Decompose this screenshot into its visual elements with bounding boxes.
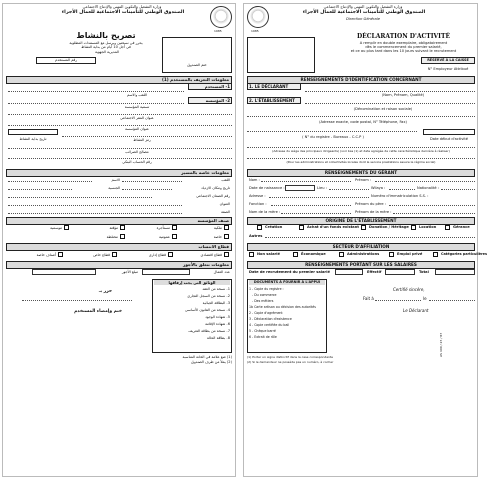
right-origin-cb-3[interactable] (361, 225, 366, 230)
left-s3-cb-4[interactable] (64, 225, 69, 230)
right-opt-declarant-label: 1. LE DÉCLARANT (249, 84, 289, 89)
right-le-label: le (423, 296, 427, 301)
left-s2-address-line[interactable] (8, 205, 182, 206)
right-g-naissance: Date de naissance : (249, 186, 285, 190)
right-doc-5: 2 - Copie d'agrément (249, 311, 283, 315)
left-section-establishment-type: صنف المؤسسة (6, 217, 232, 225)
right-sector-cb-3[interactable] (339, 252, 344, 257)
right-g-naissance-box[interactable] (285, 185, 315, 191)
right-documents-title: DOCUMENTS À FOURNIR À L'APPUI (249, 280, 325, 285)
left-signature-label: ختم وإمضاء المستخدم (74, 309, 122, 314)
left-s1-field-2: تسمية المؤسسة (124, 105, 150, 109)
right-s1-adresse: (Adresse exacte, code postal, N° Téléphone, Fax) (319, 120, 407, 124)
left-s3-cb-1[interactable] (224, 225, 229, 230)
left-s2-birth-line[interactable] (122, 189, 172, 190)
right-g-prenom: Prénom : (355, 178, 372, 182)
right-sal-effectif-box[interactable] (385, 269, 415, 275)
right-g-pere: Prénom du père : (355, 202, 386, 206)
right-sector-opt-5: Catégories particulières (441, 252, 487, 256)
left-s3-cb-6[interactable] (172, 234, 177, 239)
right-sector-cb-5[interactable] (433, 252, 438, 257)
right-activity-date-box[interactable] (423, 129, 475, 135)
right-sector-cb-1[interactable] (249, 252, 254, 257)
right-section-identification: RENSEIGNEMENTS D'IDENTIFICATION CONCERNANT (247, 76, 475, 84)
left-s1-line-1[interactable] (8, 91, 184, 92)
right-sector-cb-2[interactable] (293, 252, 298, 257)
left-doc-6: 6- شهادة الإقامة (205, 322, 230, 326)
left-note-1: (1) ضع علامة في الخانة المناسبة (182, 355, 232, 359)
right-s1-line-1[interactable] (305, 91, 475, 92)
right-doc-1: 1 - Copie du registre : (249, 287, 284, 291)
left-s1-line-3[interactable] (8, 114, 232, 115)
left-s1-line-6[interactable] (8, 148, 232, 149)
right-g-wilaya-line[interactable] (389, 189, 415, 190)
left-activity-date-label: تاريخ بداية النشاط (19, 137, 47, 141)
left-doc-3: 3- البطاقة الجبائية (202, 301, 230, 305)
left-s2-ssn-line[interactable] (8, 197, 152, 198)
right-note-1: (1) Porter un signe distinctif dans la case correspondante (247, 355, 334, 359)
right-s1-line-2[interactable] (305, 103, 475, 104)
right-logo-year: 1985 (251, 29, 259, 33)
right-g-pere-line[interactable] (389, 205, 475, 206)
right-sector-opt-2: Économique (301, 252, 326, 256)
left-note-2: (2) يملأ من طرف الصندوق (191, 360, 232, 364)
left-employer-no-label: رقم المستخدم (55, 58, 77, 62)
left-s2-quality-line[interactable] (8, 213, 182, 214)
left-s3-opt-6: عمومية (158, 235, 170, 239)
left-section-salaries: معلومات تتعلق بالأجور (6, 261, 232, 269)
right-cert-label: Certifié sincère, (393, 287, 425, 292)
left-header-ministry: وزارة التشغيل والتكوين المهني والإدماج الاجتماعي (82, 4, 162, 9)
right-sal-total-box[interactable] (435, 269, 475, 275)
right-doc-7: 4 - Copie certifiée du bail (249, 323, 290, 327)
left-s2-first-name: الاسم (111, 178, 120, 182)
right-section-salaries: RENSEIGNEMENTS PORTANT SUR LES SALAIRES (247, 261, 475, 269)
right-subtitle-2: dès le commencement du premier salarié, (365, 45, 442, 49)
right-fait-label: Fait à (363, 296, 374, 301)
right-reserved-label: RÉSERVÉ À LA CAISSE (427, 58, 469, 62)
left-stamp-label: ختم الصندوق (187, 63, 207, 67)
right-g-fonction-line[interactable] (271, 205, 351, 206)
right-g-mere-nom: Nom de la mère : (249, 210, 281, 214)
right-s1-raison: (Dénomination et raison sociale) (353, 107, 413, 111)
right-origin-opt-1: Création (265, 225, 283, 229)
left-subtitle-2: في أجل 10 أيام من بداية النشاط (81, 45, 131, 49)
right-origin-opt-5: Gérance (453, 225, 470, 229)
left-s3-opt-1: ملكية (213, 226, 222, 230)
left-s1-field-4: عنوان المؤسسة (124, 127, 150, 131)
french-declaration-form (243, 3, 487, 477)
right-g-ss: Numéro d'immatriculation S.S. : (371, 194, 429, 198)
right-opt-establishment-label: 2. L'ÉTABLISSEMENT (249, 98, 295, 103)
right-declarant-label: Le Déclarant (403, 308, 429, 313)
right-s1-line-4[interactable] (247, 131, 417, 132)
left-doc-5: 5- شهادة الوجود (205, 315, 230, 319)
right-origin-other-line[interactable] (265, 237, 475, 238)
right-note-2: (2) Si le demandeur ne possède pas un numéro, à cocher (247, 360, 334, 364)
right-le-line[interactable] (429, 300, 475, 301)
left-s1-field-6: مصالح الضرائب (125, 150, 149, 154)
right-s1-rc: ( N° du registre - Bureaux - C.C.P ) (302, 135, 364, 139)
left-s2-birth: تاريخ ومكان الازدياد (201, 186, 230, 190)
left-s3-opt-7: مختلطة (106, 235, 118, 239)
left-doc-7: 7- نسخة من بطاقة التعريف (188, 329, 230, 333)
left-s3-opt-3: مؤقتة (109, 226, 118, 230)
left-s3-cb-7[interactable] (120, 234, 125, 239)
right-header-fund: الصندوق الوطني للتأمينات الاجتماعية للعمال الأجراء (302, 10, 426, 15)
right-doc-9: 6 - Extrait de rôle (249, 335, 277, 339)
right-g-lieu-line[interactable] (329, 189, 369, 190)
left-s5-amount-box[interactable] (32, 269, 96, 275)
right-doc-4: 1b Carte artisan ou décision des autorités (249, 305, 316, 309)
left-doc-2: 2- نسخة من السجل التجاري (187, 294, 230, 298)
right-sal-date-box[interactable] (335, 269, 363, 275)
right-origin-opt-2: Achat d'un fonds existant (307, 225, 360, 229)
right-form-title: DÉCLARATION D'ACTIVITÉ (356, 33, 451, 40)
right-doc-6: 3 - Déclaration d'existence (249, 317, 292, 321)
right-s1-note-2: (Pour les administrations et collectivités locales dont le service prestations assure le régime social) (286, 160, 436, 164)
right-s1-names: (Nom, Prénom, Qualité) (381, 93, 425, 97)
left-s3-opt-2: مستأجرة (156, 226, 170, 230)
right-g-nom: Nom : (249, 178, 260, 182)
left-opt-establishment-label: 2- المؤسسة (205, 98, 230, 103)
right-s1-note-1: (Adresse du siège des principaux dirigeants) (voir bas (1) et date agrégée de cette caractéristique dernière à réaliser) (272, 149, 450, 153)
left-cnas-stamp-box (162, 37, 232, 73)
right-g-fonction: Fonction : (249, 202, 267, 206)
left-section-affiliation: قطاع الانتساب (6, 243, 232, 251)
right-subtitle-1: A remplir en double exemplaire, obligatoirement (359, 41, 448, 45)
right-doc-8: 5 - Chèque barré (249, 329, 276, 333)
right-origin-other: Autres (249, 234, 263, 238)
left-doc-4: 4- نسخة من القانون الأساسي (185, 308, 230, 312)
right-s1-line-6[interactable] (247, 158, 475, 159)
left-s3-opt-5: خاصة (213, 235, 222, 239)
left-s4-opt-3: قطاع خاص (93, 253, 110, 257)
left-s1-line-5[interactable] (62, 136, 232, 137)
right-s1-line-3[interactable] (247, 116, 475, 117)
arabic-declaration-form (2, 3, 236, 477)
left-s4-opt-1: قطاع اقتصادي (200, 253, 222, 257)
left-s4-opt-2: قطاع إداري (148, 253, 166, 257)
right-origin-cb-2[interactable] (299, 225, 304, 230)
left-regional-direction: المديرية الجهوية (95, 50, 119, 54)
left-s2-nationality-line[interactable] (8, 189, 72, 190)
right-fait-line[interactable] (375, 300, 421, 301)
left-section-identification: معلومات التعريف بالمستخدم (1) (6, 76, 232, 84)
left-subtitle-1: يحرر في نسختين ويرسل مع المستندات المطلوبة (69, 41, 143, 45)
right-g-wilaya: Wilaya : (371, 186, 386, 190)
right-origin-opt-3: Donation / Héritage (369, 225, 409, 229)
left-s2-quality: الصفة (221, 210, 230, 214)
right-sector-opt-3: Administrations (347, 252, 380, 256)
right-header-ministry: وزارة التشغيل والتكوين المهني والإدماج الاجتماعي (323, 4, 403, 9)
right-section-origin: ORIGINE DE L'ÉTABLISSEMENT (247, 217, 475, 225)
right-doc-2: - Du commerce (249, 293, 277, 297)
right-origin-cb-1[interactable] (257, 225, 262, 230)
left-s4-cb-4[interactable] (58, 252, 63, 257)
right-cnas-stamp-box (247, 37, 315, 73)
right-subtitle-3: et ce au plus tard dans les 10 jours suivant le recrutement (350, 49, 457, 53)
left-s1-line-4[interactable] (8, 125, 232, 126)
right-g-prenom-line[interactable] (375, 181, 475, 182)
left-s3-cb-3[interactable] (120, 225, 125, 230)
left-doc-8: 8- بطاقة الحالة (206, 336, 230, 340)
left-s2-ssn: رقم الضمان الاجتماعي (196, 194, 230, 198)
right-g-lieu: Lieu : (317, 186, 327, 190)
left-documents-title: الوثائق التي يجب إرفاقها (154, 280, 230, 285)
left-logo-year: 1985 (214, 29, 222, 33)
left-s1-line-7[interactable] (8, 158, 232, 159)
right-sal-effectif: Effectif (367, 270, 382, 274)
right-sector-opt-4: Emploi privé (397, 252, 423, 256)
left-activity-date-box[interactable] (8, 129, 58, 135)
left-s2-last-name-line[interactable] (122, 181, 182, 182)
left-s5-workers: عدد العمال (213, 270, 230, 274)
left-s1-field-1: اللقب والاسم (127, 93, 147, 97)
left-doc-1: 1- نسخة من العقد (202, 287, 230, 291)
left-s5-workers-box[interactable] (142, 269, 190, 275)
right-g-adresse-line[interactable] (269, 197, 369, 198)
left-s2-first-name-line[interactable] (8, 181, 92, 182)
right-g-nationalite-line[interactable] (441, 189, 475, 190)
right-sector-cb-4[interactable] (389, 252, 394, 257)
left-s2-address: العنوان (219, 202, 230, 206)
left-s2-last-name: اللقب (221, 178, 230, 182)
left-section-manager: معلومات خاصة بالمسير (6, 169, 232, 177)
left-s3-opt-4: موسمية (50, 226, 62, 230)
right-direction: Direction Générale (346, 17, 380, 21)
left-s1-line-2[interactable] (8, 103, 184, 104)
left-s1-field-3: عنوان المقر الاجتماعي (120, 116, 154, 120)
left-s5-amount: مبلغ الأجور (121, 270, 138, 274)
right-sal-date: Date de recrutement du premier salarié (249, 270, 330, 274)
left-s1-field-7: رقم الحساب البنكي (122, 160, 152, 164)
right-origin-cb-5[interactable] (445, 225, 450, 230)
right-activity-date-label: Date début d'activité (430, 137, 468, 141)
right-g-mere-nom-line[interactable] (281, 213, 351, 214)
left-s3-cb-5[interactable] (224, 234, 229, 239)
left-s4-opt-4: أصناف خاصة (36, 253, 56, 257)
right-origin-cb-4[interactable] (411, 225, 416, 230)
right-doc-3: - Des métiers (249, 299, 274, 303)
left-place-date-label: حرر بـ (98, 289, 112, 294)
right-cnas-logo (247, 6, 269, 28)
left-opt-employer-label: 1- المستخدم (204, 84, 230, 89)
left-cnas-logo (210, 6, 232, 28)
right-g-mere-prenom: Prénom de la mère : (355, 210, 392, 214)
right-s1-line-5[interactable] (247, 147, 475, 148)
right-origin-opt-4: Location (419, 225, 437, 229)
right-g-nationalite: Nationalité : (417, 186, 439, 190)
left-s4-cb-3[interactable] (112, 252, 117, 257)
right-g-mere-prenom-line[interactable] (393, 213, 475, 214)
right-employer-no: N° Employeur Attribué (427, 67, 469, 71)
left-s1-field-5: رمز النشاط (133, 138, 151, 142)
right-sector-opt-1: Non salarié (257, 252, 280, 256)
right-g-nom-line[interactable] (261, 181, 351, 182)
left-s3-cb-2[interactable] (172, 225, 177, 230)
right-form-ref: AS 400 / 25 / 87 (439, 332, 443, 357)
right-g-adresse: Adresse : (249, 194, 266, 198)
left-form-title: تصريح بالنشاط (76, 31, 136, 40)
left-place-line[interactable] (22, 300, 132, 301)
right-sal-total: Total (419, 270, 429, 274)
left-header-fund: الصندوق الوطني للتأمينات الاجتماعية للعمال الأجراء (61, 10, 185, 15)
left-s2-nationality: الجنسية (108, 186, 120, 190)
left-s4-cb-2[interactable] (168, 252, 173, 257)
left-s4-cb-1[interactable] (224, 252, 229, 257)
right-section-sector: SECTEUR D'AFFILIATION (247, 243, 475, 251)
right-section-manager: RENSEIGNEMENTS DU GÉRANT (247, 169, 475, 177)
